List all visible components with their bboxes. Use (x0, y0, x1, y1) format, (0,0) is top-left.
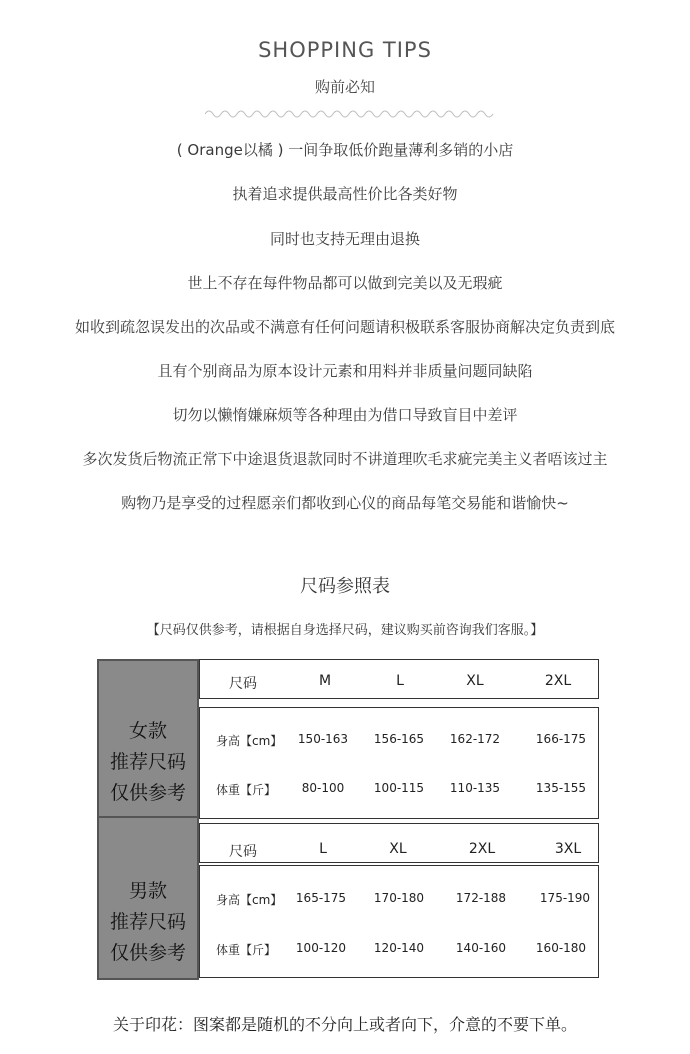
intro-line: 购物乃是享受的过程愿亲们都收到心仪的商品每笔交易能和谐愉快~ (121, 494, 569, 512)
table-cell: 156-165 (373, 732, 425, 746)
size-header-cell: 尺码 (229, 844, 257, 860)
table-cell: 100-115 (373, 781, 425, 795)
table-cell: 160-180 (535, 941, 587, 955)
men-size-header (199, 823, 599, 863)
intro-line: ( Orange以橘 ) 一间争取低价跑量薄利多销的小店 (176, 141, 514, 159)
size-header-cell: 2XL (468, 841, 496, 857)
men-label-line: 男款 (128, 880, 167, 902)
wavy-divider (205, 108, 495, 120)
men-size-table (199, 865, 599, 978)
size-header-cell: L (396, 673, 404, 689)
row-label: 体重【斤】 (216, 783, 277, 797)
table-cell: 80-100 (301, 781, 345, 795)
table-cell: 172-188 (455, 891, 507, 905)
row-label: 身高【cm】 (216, 734, 283, 748)
size-header-cell: XL (389, 841, 407, 857)
table-cell: 150-163 (297, 732, 349, 746)
women-size-header (199, 659, 599, 699)
women-label-panel (97, 659, 199, 820)
intro-line: 执着追求提供最高性价比各类好物 (232, 185, 458, 203)
table-cell: 120-140 (373, 941, 425, 955)
table-cell: 170-180 (373, 891, 425, 905)
women-label-line: 仅供参考 (109, 782, 186, 804)
table-cell: 165-175 (295, 891, 347, 905)
size-header-cell: 2XL (544, 673, 572, 689)
tips-title: SHOPPING TIPS (258, 38, 432, 62)
size-header-cell: XL (466, 673, 484, 689)
size-header-cell: L (319, 841, 327, 857)
intro-line: 多次发货后物流正常下中途退货退款同时不讲道理吹毛求疵完美主义者唔该过主 (82, 450, 608, 468)
table-cell: 162-172 (449, 732, 501, 746)
men-label-panel (97, 816, 199, 980)
intro-line: 世上不存在每件物品都可以做到完美以及无瑕疵 (187, 274, 503, 292)
table-cell: 110-135 (449, 781, 501, 795)
size-chart-title: 尺码参照表 (300, 576, 390, 597)
size-chart-note: 【尺码仅供参考，请根据自身选择尺码，建议购买前咨询我们客服。】 (146, 623, 544, 638)
men-label-line: 推荐尺码 (109, 911, 186, 933)
size-header-cell: 尺码 (229, 676, 257, 692)
women-size-table (199, 707, 599, 819)
men-label-line: 仅供参考 (109, 942, 186, 964)
row-label: 体重【斤】 (216, 943, 277, 957)
table-cell: 140-160 (455, 941, 507, 955)
table-cell: 100-120 (295, 941, 347, 955)
size-header-cell: M (318, 673, 332, 689)
intro-line: 且有个别商品为原本设计元素和用料并非质量问题同缺陷 (157, 362, 533, 380)
tips-subtitle: 购前必知 (314, 78, 375, 96)
women-label (99, 716, 197, 809)
print-note: 关于印花：图案都是随机的不分向上或者向下，介意的不要下单。 (112, 1015, 577, 1034)
intro-line: 如收到疏忽误发出的次品或不满意有任何问题请积极联系客服协商解决定负责到底 (74, 318, 615, 336)
women-label-line: 推荐尺码 (109, 751, 186, 773)
intro-line: 切勿以懒惰嫌麻烦等各种理由为借口导致盲目中差评 (172, 406, 518, 424)
intro-line: 同时也支持无理由退换 (269, 230, 420, 248)
table-cell: 166-175 (535, 732, 587, 746)
table-cell: 175-190 (539, 891, 591, 905)
women-label-line: 女款 (128, 720, 167, 742)
table-cell: 135-155 (535, 781, 587, 795)
row-label: 身高【cm】 (216, 893, 283, 907)
size-header-cell: 3XL (554, 841, 582, 857)
men-label (99, 876, 197, 969)
